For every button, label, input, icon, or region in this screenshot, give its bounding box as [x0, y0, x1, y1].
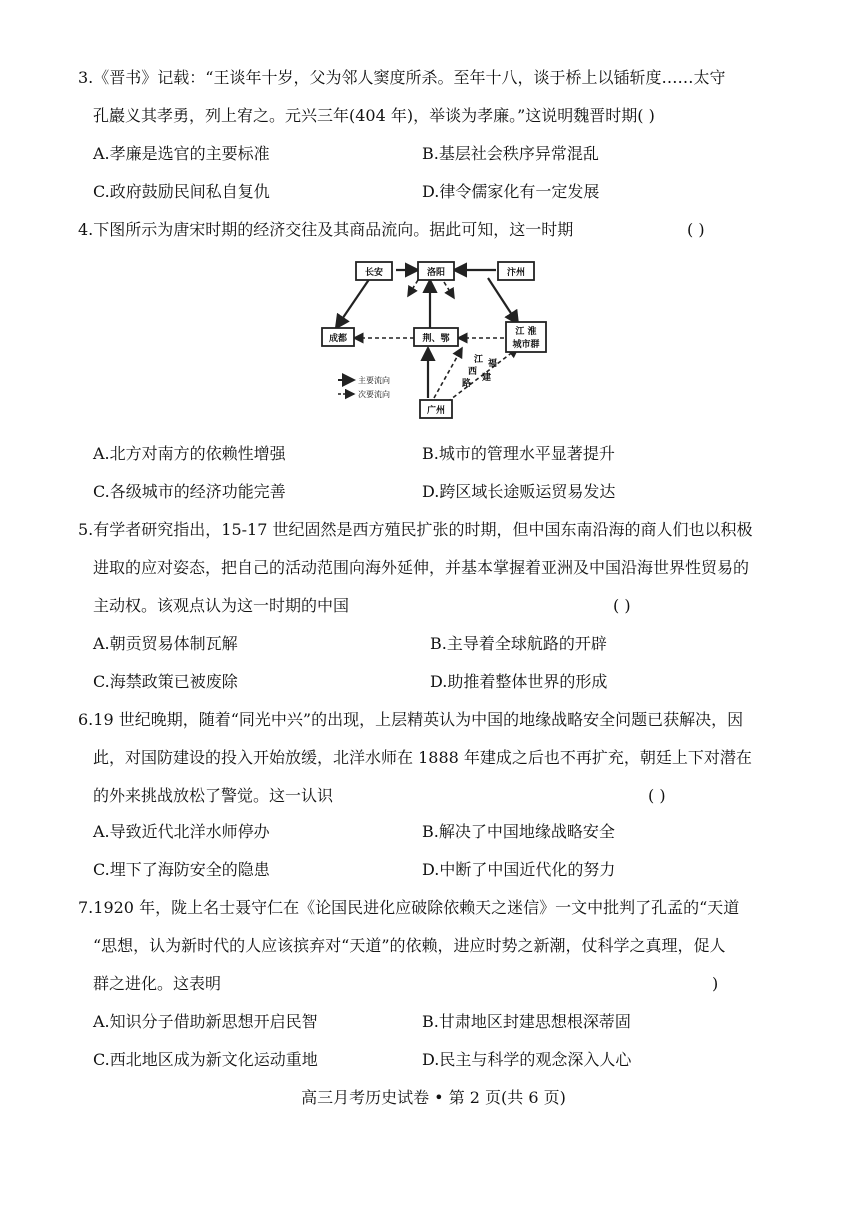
q5-stem-line1: 5.有学者研究指出，15-17 世纪固然是西方殖民扩张的时期，但中国东南沿海的商人们也以积极 — [78, 520, 753, 539]
q6-answer-paren: ( ) — [648, 786, 666, 805]
q6-stem-line1: 6.19 世纪晚期，随着“同光中兴”的出现，上层精英认为中国的地缘战略安全问题已获解决，因 — [78, 710, 744, 729]
q7-option-a: A.知识分子借助新思想开启民智 — [93, 1012, 318, 1031]
legend-secondary: 次要流向 — [358, 390, 390, 399]
city-label: 城市群 — [512, 340, 540, 350]
q7-option-b: B.甘肃地区封建思想根深蒂固 — [422, 1012, 631, 1031]
city-label: 汴州 — [506, 268, 526, 278]
city-label: 成都 — [328, 334, 348, 344]
q4-option-a: A.北方对南方的依赖性增强 — [93, 444, 286, 463]
route-label: 西 — [468, 367, 478, 377]
q5-option-d: D.助推着整体世界的形成 — [430, 672, 608, 691]
q3-stem-line2: 孔巖义其孝勇，列上宥之。元兴三年(404 年)，举谈为孝廉。”这说明魏晋时期( ) — [93, 106, 655, 125]
q5-stem-line2: 进取的应对姿态，把自己的活动范围向海外延伸，并基本掌握着亚洲及中国沿海世界性贸易的 — [93, 558, 750, 577]
q6-stem-line2: 此，对国防建设的投入开始放缓，北洋水师在 1888 年建成之后也不再扩充，朝廷上下对潜在 — [93, 748, 752, 767]
q5-answer-paren: ( ) — [613, 596, 631, 615]
city-label: 广州 — [426, 406, 446, 416]
q4-option-c: C.各级城市的经济功能完善 — [93, 482, 286, 501]
q4-answer-paren: ( ) — [687, 220, 705, 239]
city-label: 荆、鄂 — [422, 334, 450, 344]
q3-option-c: C.政府鼓励民间私自复仇 — [93, 182, 270, 201]
route-label: 建 — [482, 373, 492, 383]
q7-answer-paren: ) — [712, 974, 719, 993]
q3-option-b: B.基层社会秩序异常混乱 — [422, 144, 599, 163]
q3-option-a: A.孝廉是选官的主要标准 — [93, 144, 270, 163]
q7-stem-line2: “思想，认为新时代的人应该摈弃对“天道”的依赖，进应时势之新潮，仗科学之真理，促人 — [93, 936, 726, 955]
q4-option-d: D.跨区域长途贩运贸易发达 — [422, 482, 616, 501]
q7-option-d: D.民主与科学的观念深入人心 — [422, 1050, 632, 1069]
q6-option-c: C.埋下了海防安全的隐患 — [93, 860, 270, 879]
q7-option-c: C.西北地区成为新文化运动重地 — [93, 1050, 318, 1069]
city-label: 江 淮 — [515, 327, 537, 337]
q5-option-a: A.朝贡贸易体制瓦解 — [93, 634, 238, 653]
trade-flow-diagram — [318, 248, 554, 423]
route-label: 福 — [488, 359, 498, 369]
route-label: 江 — [474, 355, 484, 365]
q5-stem-line3: 主动权。该观点认为这一时期的中国 — [93, 596, 350, 615]
route-label: 路 — [462, 379, 472, 389]
q7-stem-line3: 群之进化。这表明 — [93, 974, 222, 993]
q7-stem-line1: 7.1920 年，陇上名士聂守仁在《论国民进化应破除依赖天之迷信》一文中批判了孔孟的“天道 — [78, 898, 740, 917]
city-label: 洛阳 — [426, 268, 446, 278]
city-label: 长安 — [364, 268, 384, 278]
q4-option-b: B.城市的管理水平显著提升 — [422, 444, 615, 463]
q6-option-d: D.中断了中国近代化的努力 — [422, 860, 616, 879]
q6-option-a: A.导致近代北洋水师停办 — [93, 822, 270, 841]
q6-option-b: B.解决了中国地缘战略安全 — [422, 822, 615, 841]
q5-option-c: C.海禁政策已被废除 — [93, 672, 238, 691]
q6-stem-line3: 的外来挑战放松了警觉。这一认识 — [93, 786, 334, 805]
page-footer: 高三月考历史试卷 • 第 2 页(共 6 页) — [301, 1088, 566, 1107]
q4-stem-line1: 4.下图所示为唐宋时期的经济交往及其商品流向。据此可知，这一时期 — [78, 220, 574, 239]
legend-main: 主要流向 — [358, 376, 390, 385]
q3-option-d: D.律令儒家化有一定发展 — [422, 182, 600, 201]
diagram-legend — [338, 375, 390, 399]
q5-option-b: B.主导着全球航路的开辟 — [430, 634, 607, 653]
q3-stem-line1: 3.《晋书》记载：“王谈年十岁，父为邻人窦度所杀。至年十八，谈于桥上以锸斩度……太守 — [78, 68, 726, 87]
